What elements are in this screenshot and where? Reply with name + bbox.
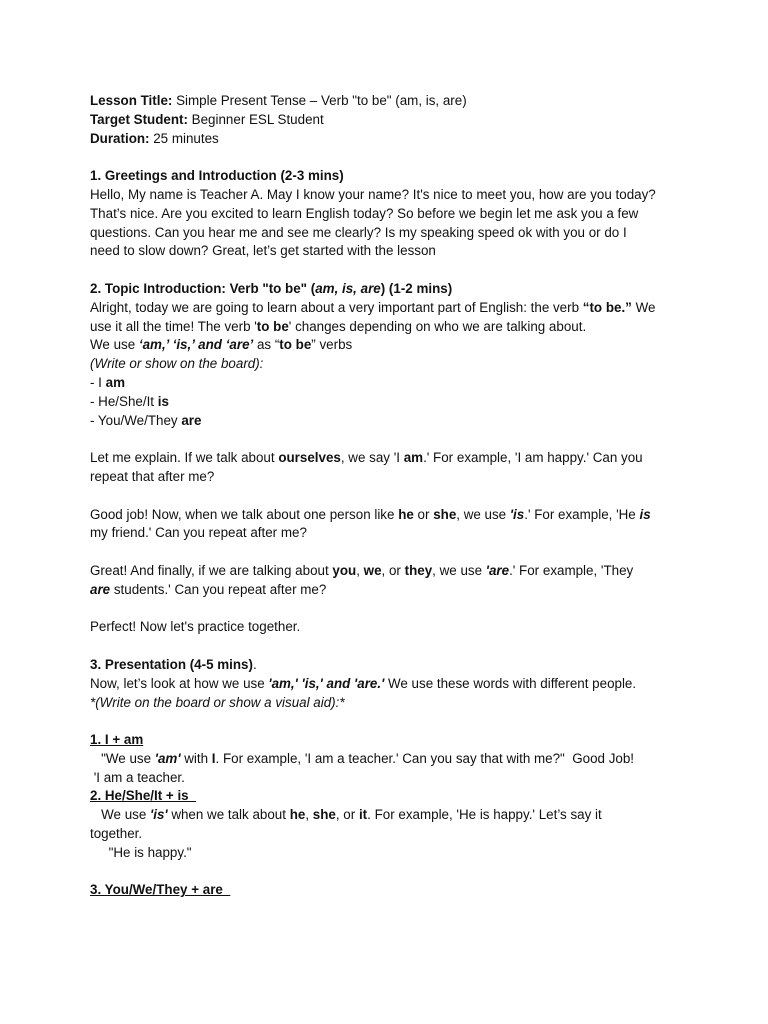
section-2-line-4 — [90, 355, 690, 374]
section-1-heading-text: 1. Greetings and Introduction (2-3 mins) — [90, 168, 344, 184]
p2c: or — [413, 506, 434, 522]
sub3-heading: 3. You/We/They + are — [90, 882, 231, 898]
duration-value: 25 minutes — [149, 130, 219, 146]
duration-line — [90, 130, 690, 149]
subsection-i-am-heading — [90, 731, 690, 750]
subsection-he-is-line-1 — [90, 806, 690, 825]
sub2-l1g: , or — [335, 807, 359, 823]
sub1-l1b: 'am' — [154, 750, 181, 766]
p3k: students.' Can you repeat after me? — [110, 581, 327, 597]
target-student-value: Beginner ESL Student — [187, 111, 324, 127]
lesson-title-value: Simple Present Tense – Verb "to be" (am, is, are) — [172, 93, 467, 108]
s2-heading-b: am, is, are — [315, 280, 381, 296]
bullet-1b: am — [105, 374, 125, 390]
p1c: , we say 'I — [340, 450, 404, 466]
s2-l1b: “to be.” — [582, 299, 632, 315]
s2-l3c: as “ — [253, 337, 280, 353]
subsection-he-is-line-3: "He is happy." — [90, 844, 192, 860]
paragraph-they-1 — [90, 562, 690, 581]
p2a: Good job! Now, when we talk about one person like — [90, 506, 399, 522]
bullet-you-we-they-are — [90, 412, 690, 431]
lesson-title-line — [90, 92, 690, 111]
s2-heading-c: ) (1-2 mins) — [380, 280, 453, 296]
s2-l3d: to be — [279, 337, 312, 353]
s2-l4: (Write or show on the board): — [90, 356, 264, 372]
section-1-line-4: need to slow down? Great, let’s get started with the lesson — [90, 243, 436, 259]
sub2-l1e: , — [305, 807, 313, 823]
sub2-l1i: . For example, 'He is happy.' Let’s say it — [367, 807, 602, 823]
subsection-he-is-heading — [90, 787, 690, 806]
lesson-title-label: Lesson Title: — [90, 93, 173, 108]
section-1-heading — [90, 167, 690, 186]
s2-l2b: to be — [256, 318, 289, 334]
section-2-line-1 — [90, 299, 690, 318]
sub1-l1d: I — [211, 750, 216, 766]
section-2-heading — [90, 280, 690, 299]
bullet-2a: - He/She/It — [90, 393, 158, 409]
sub2-l1a: We use — [90, 807, 151, 823]
paragraph-perfect: Perfect! Now let's practice together. — [90, 619, 301, 635]
sub2-heading: 2. He/She/It + is — [90, 788, 197, 804]
s3-l1b: 'am,' 'is,' and 'are.' — [268, 675, 385, 691]
p2d: she — [433, 506, 457, 522]
s2-l1c: We — [631, 299, 656, 315]
section-1-line-2: That’s nice. Are you excited to learn English today? So before we begin let me ask you a few — [90, 205, 639, 221]
p3e: , or — [381, 562, 405, 578]
target-student-line — [90, 111, 690, 130]
p2h: is — [639, 506, 651, 522]
p2f: 'is — [509, 506, 525, 522]
sub1-l1a: "We use — [90, 750, 155, 766]
sub1-l1c: with — [180, 750, 212, 766]
p2e: , we use — [456, 506, 510, 522]
lesson-document — [90, 92, 690, 900]
paragraph-ourselves-2: repeat that after me? — [90, 468, 215, 484]
section-1-line-3: questions. Can you hear me and see me clearly? Is my speaking speed ok with you or do I — [90, 224, 627, 240]
bullet-i-am — [90, 374, 690, 393]
section-2-line-2 — [90, 318, 690, 337]
section-3-line-2 — [90, 694, 690, 713]
s3-l2: *(Write on the board or show a visual aid):* — [90, 694, 345, 710]
subsection-he-is-line-2: together. — [90, 826, 143, 842]
s2-l3a: We use — [90, 337, 139, 353]
p3g: , we use — [432, 562, 486, 578]
sub1-heading: 1. I + am — [90, 732, 144, 748]
p2b: he — [398, 506, 414, 522]
p1e: .' For example, 'I am happy.' Can you — [423, 450, 643, 466]
bullet-3a: - You/We/They — [90, 412, 182, 428]
sub2-l1f: she — [312, 807, 336, 823]
p3i: .' For example, 'They — [509, 562, 634, 578]
section-3-heading-tail: . — [252, 656, 257, 672]
bullet-he-she-it-is — [90, 393, 690, 412]
target-student-label: Target Student: — [90, 111, 188, 127]
p3j: are — [90, 581, 111, 597]
section-3-line-1 — [90, 675, 690, 694]
bullet-2b: is — [157, 393, 169, 409]
section-1-line-1: Hello, My name is Teacher A. May I know your name? It's nice to meet you, how are you today? — [90, 186, 656, 202]
p2g: .' For example, 'He — [524, 506, 640, 522]
sub2-l1d: he — [289, 807, 306, 823]
p1d: am — [403, 450, 424, 466]
p3h: 'are — [485, 562, 510, 578]
subsection-i-am-line-1 — [90, 750, 690, 769]
sub2-l1c: when we talk about — [167, 807, 290, 823]
sub2-l1h: it — [358, 807, 368, 823]
p3f: they — [404, 562, 433, 578]
section-3-heading — [90, 656, 690, 675]
bullet-3b: are — [181, 412, 202, 428]
s2-l3b: ‘am,’ ‘is,’ and ‘are’ — [138, 337, 254, 353]
sub1-l1e: . For example, 'I am a teacher.' Can you say that with me?" Good Job! — [215, 750, 635, 766]
p1a: Let me explain. If we talk about — [90, 450, 279, 466]
bullet-1a: - I — [90, 374, 106, 390]
paragraph-ourselves-1 — [90, 449, 690, 468]
paragraph-he-she-1 — [90, 506, 690, 525]
p1b: ourselves — [278, 450, 341, 466]
s2-l2a: use it all the time! The verb ' — [90, 318, 257, 334]
p3a: Great! And finally, if we are talking about — [90, 562, 333, 578]
section-2-line-3 — [90, 336, 690, 355]
subsection-they-are-heading — [90, 881, 690, 900]
duration-label: Duration: — [90, 130, 150, 146]
subsection-i-am-line-2: 'I am a teacher. — [90, 769, 185, 785]
s2-l3e: ” verbs — [311, 337, 353, 353]
s3-l1a: Now, let’s look at how we use — [90, 675, 269, 691]
section-3-heading-text: 3. Presentation (4-5 mins) — [90, 656, 253, 672]
s2-heading-a: 2. Topic Introduction: Verb "to be" ( — [90, 280, 316, 296]
p3c: , — [356, 562, 364, 578]
paragraph-he-she-2: my friend.' Can you repeat after me? — [90, 525, 307, 541]
s3-l1c: We use these words with different people. — [384, 675, 637, 691]
p3b: you — [332, 562, 357, 578]
paragraph-they-2 — [90, 581, 690, 600]
s2-l2c: ' changes depending on who we are talking about. — [288, 318, 587, 334]
s2-l1a: Alright, today we are going to learn about a very important part of English: the verb — [90, 299, 583, 315]
p3d: we — [363, 562, 382, 578]
sub2-l1b: 'is' — [150, 807, 168, 823]
